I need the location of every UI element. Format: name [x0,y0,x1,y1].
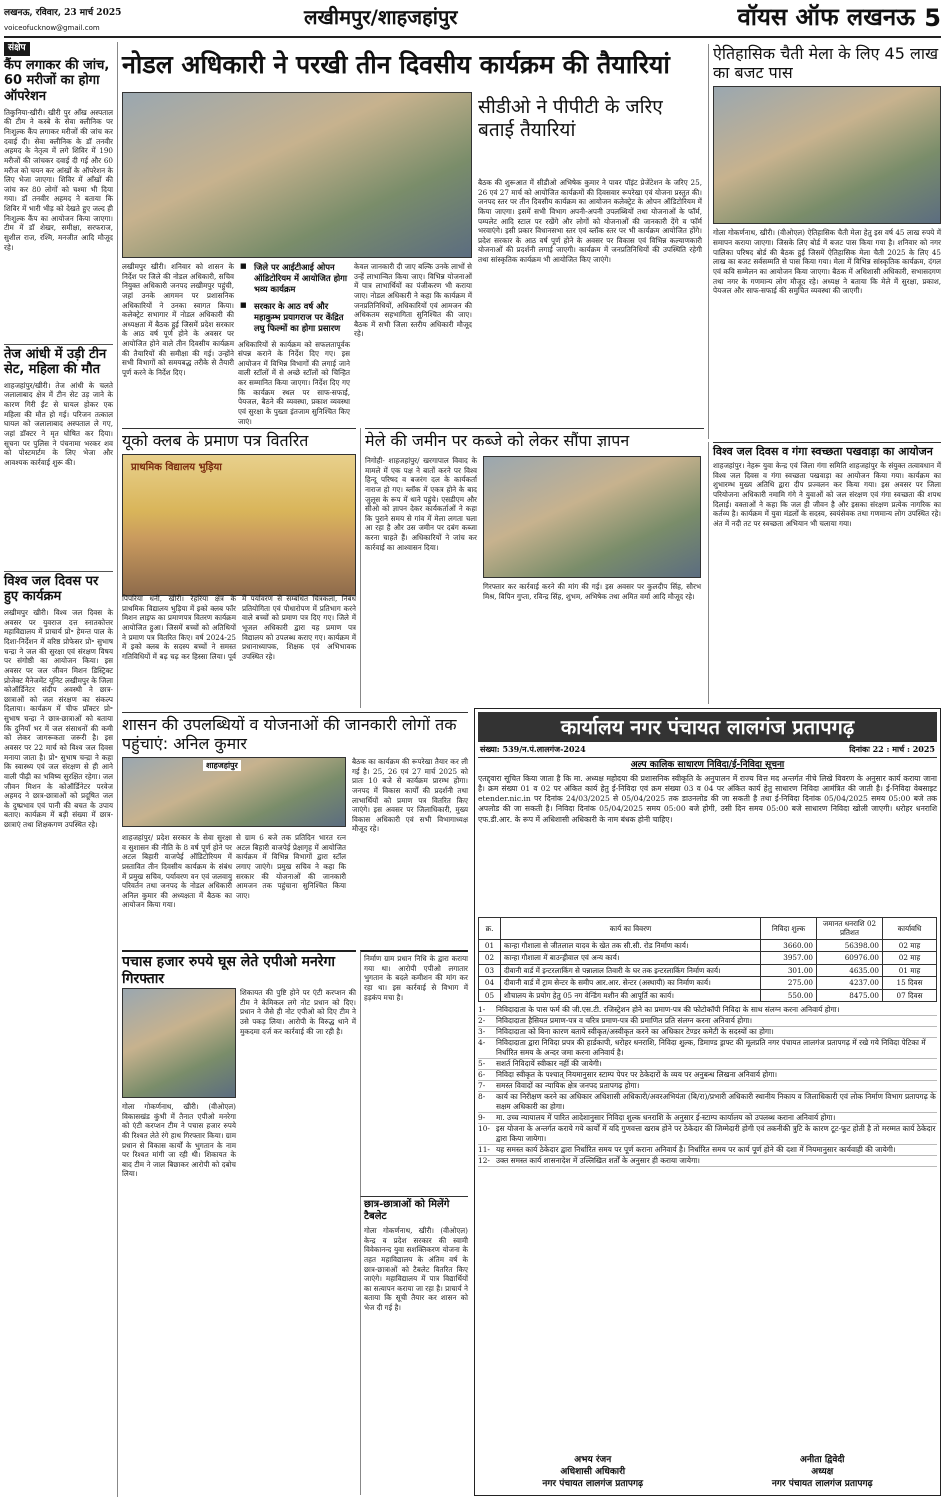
govt-schemes-body: से ग्राम 6 बजे तक प्रतिदिन भारत रत्न अटल बिहारी वाजपेई प्रेक्षागृह में आयोजित कार्यक्रम में विभिन्न विभागों द्वारा स्टॉल लगाए जाएंगे। प्रमुख सचिव ने कहा कि सरकार की योजनाओं की जानकारी आमजन तक पहुंचाना सुनिश्चित किया जाए। [236,833,346,900]
tender-office-title: कार्यालय नगर पंचायत लालगंज प्रतापगढ़ [478,712,937,742]
signatory-name: अनीता द्विवेदी [800,1455,845,1466]
tender-terms: 1- निविदादाता के पास फर्म की जी.एस.टी. रजिस्ट्रेशन होने का प्रमाण-पत्र की फोटोकॉपी निविदा के साथ संलग्न करना अनिवार्य होगा। 2- निविदादाता हैसियत प्रमाण-पत्र व चरित्र प्रमाण-पत्र की प्रमाणित प्रति संलग्न करना अनिवार्य होगा। 3- निविदादाता को बिना कारण बताये स्वीकृत/अस्वीकृत करने का अधिकार टेण्डर कमेटी के सदस्यों का होगा। 4- निविदादाता द्वारा निविदा प्रपत्र की हार्डकापी, धरोहर धनराशि, निविदा शुल्क, डिमाण्ड ड्राफ्ट की मूलप्रति नगर पंचायत लालगंज प्रतापगढ़ में रखे गये निविदा पेटिका में निर्धारित समय के अन्दर जमा करना अनिवार्य है। 5- सशर्त निविदायें स्वीकार नहीं की जायेगी। 6- निविदा स्वीकृत के पश्चात् नियमानुसार स्टाम्प पेपर पर ठेकेदारों के व्यय पर अनुबन्ध लिखना अनिवार्य होगा। 7- समस्त विवादों का न्यायिक क्षेत्र जनपद प्रतापगढ़ होगा। 8- कार्य का निरीक्षण करने का अधिकार अधिशासी अधिकारी/अवरअभियंता (बि/रा)/प्रभारी अधिकारी स्थानीय निकाय व जिलाधिकारी एवं लोक निर्माण विभाग प्रतापगढ़ के सक्षम अधिकारी का होगा। 9- मा. उच्च न्यायालय में पारित आदेशानुसार निविदा शुल्क धनराशि के अनुसार ई-स्टाम्प कार्यालय को उपलब्ध कराना अनिवार्य होगा। 10- इस योजना के अन्तर्गत कराये गये कार्यों में यदि गुणवत्ता खराब होने पर ठेकेदार की जिम्मेदारी होगी एवं तकनीकी त्रुटि के कारण टूट-फूट होती है तो मरम्मत कार्य ठेकेदार द्वारा किया जायेगा। 11- यह समस्त कार्य ठेकेदार द्वारा निर्धारित समय पर पूर्ण कराना अनिवार्य है। निर्धारित समय पर कार्य पूर्ण होने की दशा में नियमानुसार कार्यवाही की जायेगी। 12- उक्त समस्त कार्य शासनादेश में उल्लिखित शर्तों के अनुसार ही कराया जायेगा। [478,1005,936,1166]
term-item: निविदादाता के पास फर्म की जी.एस.टी. रजिस्ट्रेशन होने का प्रमाण-पत्र की फोटोकॉपी निविदा के साथ संलग्न करना अनिवार्य होगा। [496,1005,840,1015]
row-fee: 275.00 [761,977,817,990]
tender-date-label: दिनांकः [849,744,870,755]
row-fee: 3660.00 [761,939,817,952]
row-period: 15 दिवस [883,977,937,990]
row-fee: 550.00 [761,989,817,1002]
row-no: 04 [479,977,501,990]
row-no: 03 [479,964,501,977]
row-desc: दीवानी वार्ड में इन्टरलाकिंग से पन्नालाल तिवारी के घर तक इन्टरलाकिंग निर्माण कार्य। [501,964,761,977]
bullet-item: ■ जिले पर आईटीआई ओपन ऑडिटोरियम में आयोजित होगा भव्य कार्यक्रम [250,262,350,295]
meeting-photo [122,92,472,258]
bribe-headline: पचास हजार रुपये घूस लेते एपीओ मनरेगा गिरफ्तार [122,954,336,987]
table-row [479,939,937,952]
row-emd: 4237.00 [817,977,883,990]
lead-headline: नोडल अधिकारी ने परखी तीन दिवसीय कार्यक्रम की तैयारियां [122,50,670,79]
brief-headline: कैंप लगाकर की जांच, 60 मरीजों का होगा ऑपरेशन [4,57,110,105]
eco-club-body: पिपरिया धनी, खीरी। रेहरिया क्षेत्र के प्राथमिक विद्यालय भुड़िया में इको क्लब फॉर मिशन लाइफ का प्रमाणपत्र वितरण कार्यक्रम आयोजित हुआ। जिसमें बच्चों को अतिथियों ने प्रमाण पत्र वितरित किए। वर्ष 2024-25 में इको क्लब के सदस्य बच्चों ने समस्त गतिविधियों में बढ़ चढ़ कर हिस्सा लिया। पूर्व में पर्यावरण से सम्बंधित चित्रकला, निबंध प्रतियोगिता एवं पौधारोपण में प्रतिभाग करने वाले बच्चों को प्रमाण पत्र दिए गए। जिले में भूजल अधिकारी द्वारा यह प्रमाण पत्र विद्यालय को उपलब्ध कराए गए। कार्यक्रम में प्रधानाध्यापक, शिक्षक एवं अभिभावक उपस्थित रहे। [122,594,356,661]
school-sign: प्राथमिक विद्यालय भुड़िया [131,462,222,474]
eco-club-headline: यूको क्लब के प्रमाण पत्र वितरित [122,428,356,450]
row-fee: 3957.00 [761,952,817,965]
brief-headline: विश्व जल दिवस पर हुए कार्यक्रम [4,571,113,605]
tablet-headline: छात्र-छात्राओं को मिलेंगे टैबलेट [364,1199,450,1222]
brief-headline: तेज आंधी में उड़ी टीन सेट, महिला की मौत [4,344,113,378]
tender-notice [474,708,941,1496]
col-header: क्र. [479,917,501,939]
water-day-body: शाहजहांपुर। नेहरू युवा केन्द्र एवं जिला गंगा समिति शाहजहांपुर के संयुक्त तत्वावधान में विश्व जल दिवस व गंगा स्वच्छता पखवाड़ा का आयोजन किया गया। कार्यक्रम का शुभारम्भ मुख्य अतिथि द्वारा दीप प्रज्वलन कर किया गया। इस अवसर पर जिला परियोजना अधिकारी नमामि गंगे ने युवाओं को जल संरक्षण एवं गंगा स्वच्छता की शपथ दिलाई। वक्ताओं ने कहा कि जल ही जीवन है और इसका संरक्षण प्रत्येक नागरिक का कर्तव्य है। कार्यक्रम में युवा मंडलों के सदस्य, स्वयंसेवक तथा गणमान्य लोग उपस्थित रहे। अंत में नदी तट पर स्वच्छता अभियान भी चलाया गया। [713,461,941,529]
term-item: सशर्त निविदायें स्वीकार नहीं की जायेगी। [496,1059,602,1069]
tablet-body: गोला गोकर्णनाथ, खीरी। (वीओएल) केन्द्र व प्रदेश सरकार की स्वामी विवेकानन्द युवा सशक्तिकरण योजना के तहत महाविद्यालय के अंतिम वर्ष के छात्र-छात्राओं को टैबलेट वितरित किए जाएंगे। महाविद्यालय में पात्र विद्यार्थियों का सत्यापन कराया जा रहा है। प्राचार्य ने बताया कि सूची तैयार कर शासन को भेज दी गई है। [364,1226,468,1313]
term-item: मा. उच्च न्यायालय में पारित आदेशानुसार निविदा शुल्क धनराशि के अनुसार ई-स्टाम्प कार्यालय को उपलब्ध कराना अनिवार्य होगा। [496,1113,836,1123]
briefs-label: संक्षेप [4,42,30,56]
row-period: 07 दिवस [883,989,937,1002]
govt-schemes-body: बैठक का कार्यक्रम की रूपरेखा तैयार कर ली गई है। 25, 26 एवं 27 मार्च 2025 को प्रातः 10 बजे से कार्यक्रम प्रारम्भ होगा। जनपद में विकास कार्यों की प्रदर्शनी तथा लाभार्थियों को प्रमाण पत्र वितरित किए जाएंगे। इस अवसर पर जिलाधिकारी, मुख्य विकास अधिकारी एवं सभी विभागाध्यक्ष मौजूद रहे। [352,757,468,834]
row-no: 02 [479,952,501,965]
arrest-photo [122,988,236,1098]
tender-ref: संख्या: 539/न.पं.लालगंज-2024 [480,744,586,755]
signatory-name: अभय रंजन [574,1455,612,1466]
email: voiceofucknow@gmail.com [4,24,100,32]
table-row [479,964,937,977]
term-item: यह समस्त कार्य ठेकेदार द्वारा निर्धारित समय पर पूर्ण कराना अनिवार्य है। निर्धारित समय पर कार्य पूर्ण होने की दशा में नियमानुसार कार्यवाही की जायेगी। [496,1145,896,1155]
briefs-column [4,42,118,1497]
row-desc: शौचालय के प्रयोग हेतु 05 नग वेन्डिंग मशीन की आपूर्ति का कार्य। [501,989,761,1002]
brief-body: तिकुनिया-खीरी। खीरी पुर आँख अस्पताल की टीम ने कस्बे के सेवा क्लीनिक पर निःशुल्क कैंप लगाकर मरीजों की जांच कर दवाई दी। सेवा क्लीनिक के डॉ तनवीर अहमद के नेतृत्व में लगे शिविर में 190 मरीजों की जांचकर दवाई दी गई और 60 मरीज को चयन कर आंखों के ऑपरेशन के लिए भेजा जाएगा। शिविर में आँखों की जांच कर 80 लोगों को चश्मा भी दिया गया। डॉ तनवीर अहमद ने बताया कि शिविर में भारी भीड़ को देखते हुए जल्द ही निःशुल्क कैंप का आयोजन किया जाएगा। टीम में डॉ शेखर, समीक्षा, सरफराज, सुशील राज, रश्मि, मनजीत आदि मौजूद रहे। [4,107,113,252]
section-title: लखीमपुर/शाहजहांपुर [304,5,458,29]
tablet-story [360,1196,468,1494]
chaiti-mela-story [708,44,941,439]
bribe-body: शिकायत की पुष्टि होने पर एंटी करप्शन की टीम ने केमिकल लगे नोट प्रधान को दिए। प्रधान ने जैसे ही नोट एपीओ को दिए टीम ने उसे पकड़ लिया। आरोपी के विरुद्ध थाने में मुकदमा दर्ज कर कार्रवाई की जा रही है। [240,988,356,1036]
bribe-body: निर्माण ग्राम प्रधान निधि के द्वारा कराया गया था। आरोपी एपीओ लगातार भुगतान के बदले कमीशन की मांग कर रहा था। इस कार्रवाई से विभाग में हड़कंप मचा है। [360,950,468,1495]
table-row [479,989,937,1002]
school-photo [122,454,356,596]
tender-signatories [478,1455,937,1491]
mela-land-body: गिरफ्तार कर कार्रवाई करने की मांग की गई। इस अवसर पर कुलदीप सिंह, सौरभ मिश्र, विपिन गुप्ता, रविन्द्र सिंह, शुभम, अभिषेक तथा अमित वर्मा आदि मौजूद रहे। [483,582,701,601]
row-no: 01 [479,939,501,952]
term-item: इस योजना के अन्तर्गत कराये गये कार्यों में यदि गुणवत्ता खराब होने पर ठेकेदार की जिम्मेदारी होगी एवं तकनीकी त्रुटि के कारण टूट-फूट होती है तो मरम्मत कार्य ठेकेदार द्वारा किया जायेगा। [496,1124,936,1144]
lead-body: लखीमपुर खीरी। शनिवार को शासन के निर्देश पर जिले की नोडल अधिकारी, सचिव नियुक्त अधिकारी जनपद लखीमपुर पहुंची, जहां उनके आगमन पर प्रशासनिक अधिकारियों ने उनका स्वागत किया। कलेक्ट्रेट सभागार में नोडल अधिकारी की अध्यक्षता में बैठक हुई जिसमें प्रदेश सरकार के आठ वर्ष पूर्ण होने के अवसर पर आयोजित होने वाले तीन दिवसीय कार्यक्रम की तैयारियों की समीक्षा की गई। उन्होंने सभी विभागों को समयबद्ध तरीके से तैयारी पूर्ण करने के निर्देश दिए। [122,262,234,378]
table-row [479,952,937,965]
signatory-org: नगर पंचायत लालगंज प्रतापगढ़ [542,1479,644,1490]
mela-land-story [360,428,704,708]
board-meeting-photo [713,86,941,224]
col-header: कार्यावधि [883,917,937,939]
lead-body: केवल जानकारी दी जाए बल्कि उनके लाभों से उन्हें लाभान्वित किया जाए। विभिन्न योजनाओं में पात्र लाभार्थियों का पंजीकरण भी कराया जाए। नोडल अधिकारी ने कहा कि कार्यक्रम में जनप्रतिनिधियों, अधिकारियों एवं आमजन की अधिकतम सहभागिता सुनिश्चित की जाए। बैठक में सभी जिला स्तरीय अधिकारी मौजूद रहे। [354,262,472,339]
lead-bullets [238,262,350,426]
water-day-story [708,442,941,704]
water-day-headline: विश्व जल दिवस व गंगा स्वच्छता पखवाड़ा का आयोजन [713,442,941,458]
tender-date: 22 : मार्च : 2025 [872,744,935,755]
row-desc: दीवानी वार्ड में ट्राम सेन्टर के समीप आर.आर. सेन्टर (अस्थायी) का निर्माण कार्य। [501,977,761,990]
schemes-meeting-photo [122,757,346,827]
govt-schemes-headline: शासन की उपलब्धियों व योजनाओं की जानकारी लोगों तक पहुंचाएं: अनिल कुमार [122,715,457,754]
mela-land-body: निगोही- शाहजहांपुर/ खरगापाल विवाद के मामले में एक पक्ष ने बातों करने पर विश्व हिन्दू परिषद व बजरंग दल के कार्यकर्ता नाराज हो गए। ब्लॉक में एकत्र होने के बाद जुलूस के रूप में थाने पहुंचे। एसडीएम और सीओ को ज्ञापन देकर कार्यकर्ताओं ने कहा कि पुराने समय से गांव में मेला लगता चला आ रहा है और उस जमीन पर दबंग कब्जा करना चाहते हैं। अधिकारियों ने जांच कर कार्रवाई का आश्वासन दिया। [365,456,477,552]
row-emd: 8475.00 [817,989,883,1002]
term-item: समस्त विवादों का न्यायिक क्षेत्र जनपद प्रतापगढ़ होगा। [496,1081,640,1091]
row-fee: 301.00 [761,964,817,977]
row-period: 01 माह [883,964,937,977]
chaiti-body: गोला गोकर्णनाथ, खीरी। (वीओएल) ऐतिहासिक चैती मेला हेतु इस वर्ष 45 लाख रुपये में समापन कराया जाएगा। जिसके लिए बोर्ड में बजट पास किया गया है। शनिवार को नगर पालिका परिषद बोर्ड की बैठक हुई जिसमें ऐतिहासिक मेला चैती 2025 के लिए 45 लाख का बजट सर्वसम्मति से पास किया गया। मेला में विभिन्न सांस्कृतिक कार्यक्रम, दंगल एवं कवि सम्मेलन का आयोजन किया जाएगा। बैठक में अधिशासी अधिकारी, सभासदगण तथा नगर के गणमान्य लोग मौजूद रहे। अध्यक्ष ने बताया कि मेले में सुरक्षा, प्रकाश, पेयजल और साफ-सफाई की समुचित व्यवस्था की जाएगी। [713,228,941,296]
tender-paragraph: एतद्द्वारा सूचित किया जाता है कि मा. अध्यक्ष महोदया की प्रशासनिक स्वीकृति के अनुपालन में राज्य वित्त मद अन्तर्गत नीचे लिखे विवरण के अनुसार कार्य कराया जाना है। क्रम संख्या 01 व 02 पर अंकित कार्य हेतु ई-निविदा एवं क्रम संख्या 03 व 04 पर अंकित कार्य हेतु साधारण निविदा आमंत्रित की जाती है। ई-निविदा वेबसाइट etender.nic.in पर दिनांक 24/03/2025 से 05/04/2025 तक डाउनलोड की जा सकती है तथा ई-निविदा दिनांक 05/04/2025 समय 05:00 बजे तक अपलोड की जा सकती है। निविदा दिनांक 05/04/2025 समय 05:00 बजे होगी, उसी दिन समय 05:00 बजे साधारण निविदा खोली जाएगी। धरोहर धनराशि एफ.डी.आर. के रूप में अधिशासी अधिकारी के नाम बंधक होनी चाहिए। [478,773,937,824]
row-no: 05 [479,989,501,1002]
newspaper-name: वॉयस ऑफ लखनऊ [737,3,915,31]
tender-table [478,917,937,1003]
table-row [479,977,937,990]
signatory-title: अधिशासी अधिकारी [560,1467,626,1478]
lead-body: बैठक की शुरूआत में सीडीओ अभिषेक कुमार ने पावर पॉइंट प्रेजेंटेशन के जरिए 25, 26 एवं 27 मार्च को आयोजित कार्यक्रमों की दिवसवार रूपरेखा एवं योजना प्रस्तुत की। जनपद स्तर पर तीन दिवसीय कार्यक्रम का आयोजन कलेक्ट्रेट के ओपन ऑडिटोरियम में किया जाएगा। इसमें सभी विभाग अपनी-अपनी उपलब्धियों तथा योजनाओं के फॉर्म, पम्पलेट आदि स्टाल पर रखेंगे और लोगों को योजनाओं की जानकारी देंगे व फॉर्म भरवाएंगे। इसी प्रकार विधानसभा स्तर एवं ब्लॉक स्तर पर भी कार्यक्रम आयोजित होंगे। प्रदेश सरकार के आठ वर्ष पूर्ण होने के अवसर पर विकास एवं विभिन्न कल्याणकारी योजनाओं की प्रदर्शनी लगाई जाएगी। कार्यक्रम में जनप्रतिनिधियों की उपस्थिति रहेगी तथा सांस्कृतिक कार्यक्रम भी आयोजित किए जाएंगे। [478,178,702,265]
row-emd: 4635.00 [817,964,883,977]
lead-subhead: सीडीओ ने पीपीटी के जरिए बताई तैयारियां [478,96,663,141]
row-desc: कान्हा गौशाला में बाउन्ड्रीवाल एवं अन्य कार्य। [501,952,761,965]
govt-schemes-story [122,712,468,946]
row-period: 02 माह [883,939,937,952]
page-number: 5 [924,4,941,32]
term-item: निविदादाता को बिना कारण बताये स्वीकृत/अस्वीकृत करने का अधिकार टेण्डर कमेटी के सदस्यों का होगा। [496,1027,774,1037]
row-desc: कान्हा गौशाला से जीतलाल यादव के खेत तक सी.सी. रोड निर्माण कार्य। [501,939,761,952]
bullet-item: ■ सरकार के आठ वर्ष और महाकुम्भ प्रयागराज पर केंद्रित लघु फिल्मों का होगा प्रसारण [250,301,350,334]
brief-body: शाहजहांपुर/खीरी। तेज आंधी के चलते जलालाबाद क्षेत्र में टीन सेट उड़ जाने के कारण गिरी ईंट से घायल होकर एक महिला की मौत हो गई। परिजन तत्काल घायल को जलालाबाद अस्पताल ले गए, जहां डॉक्टर ने मृत घोषित कर दिया। सूचना पर पुलिस ने पंचनामा भरकर शव को पोस्टमार्टम के लिए भेजा और आवश्यक कार्रवाई शुरू की। [4,380,113,467]
col-header: जमानत धनराशि 02 प्रतिशत [817,917,883,939]
memorandum-photo [483,456,701,578]
dateline: लखनऊ, रविवार, 23 मार्च 2025 [4,8,122,18]
col-header: निविदा शुल्क [761,917,817,939]
row-emd: 60976.00 [817,952,883,965]
term-item: उक्त समस्त कार्य शासनादेश में उल्लिखित शर्तों के अनुसार ही कराया जायेगा। [496,1156,700,1166]
photo-place: शाहजहांपुर [203,760,241,771]
col-header: कार्य का विवरण [501,917,761,939]
lead-body: अधिकारियों से कार्यक्रम को सफलतापूर्वक संपन्न कराने के निर्देश दिए गए। इस आयोजन में विभिन्न विभागों की लगाई जाने वाली स्टॉलों में से अच्छे स्टॉलों को चिन्हित कर सम्मानित किया जाएगा। निर्देश दिए गए कि कार्यक्रम स्थल पर साफ-सफाई, पेयजल, बैठने की व्यवस्था, प्रकाश व्यवस्था एवं सुरक्षा के पुख्ता इंतजाम सुनिश्चित किए जाएं। [238,339,350,426]
row-emd: 56398.00 [817,939,883,952]
row-period: 02 माह [883,952,937,965]
term-item: कार्य का निरीक्षण करने का अधिकार अधिशासी अधिकारी/अवरअभियंता (बि/रा)/प्रभारी अधिकारी स्थानीय निकाय व जिलाधिकारी एवं लोक निर्माण विभाग प्रतापगढ़ के सक्षम अधिकारी का होगा। [496,1092,936,1112]
signatory-org: नगर पंचायत लालगंज प्रतापगढ़ [771,1479,873,1490]
mela-land-headline: मेले की जमीन पर कब्जे को लेकर सौंपा ज्ञापन [365,428,704,450]
term-item: निविदादाता हैसियत प्रमाण-पत्र व चरित्र प्रमाण-पत्र की प्रमाणित प्रति संलग्न करना अनिवार्य होगा। [496,1016,753,1026]
term-item: निविदादाता द्वारा निविदा प्रपत्र की हार्डकापी, धरोहर धनराशि, निविदा शुल्क, डिमाण्ड ड्राफ्ट की मूलप्रति नगर पंचायत लालगंज प्रतापगढ़ में रखे गये निविदा पेटिका में निर्धारित समय के अन्दर जमा करना अनिवार्य है। [496,1038,926,1058]
masthead [4,2,941,38]
tender-subtitle: अल्प कालिक साधारण निविदा/ई-निविदा सूचना [630,759,785,770]
govt-schemes-body: शाहजहांपुर/ प्रदेश सरकार के सेवा सुरक्षा व सुशासन की नीति के 8 वर्ष पूर्ण होने पर अटल बिहारी वाजपेई ऑडिटोरियम में प्रस्तावित तीन दिवसीय कार्यक्रम के संबंध में प्रमुख सचिव, पर्यावरण वन एवं जलवायु परिवर्तन तथा जनपद के नोडल अधिकारी अनिल कुमार की अध्यक्षता में बैठक का आयोजन किया गया। [122,833,232,910]
signatory-title: अध्यक्ष [811,1467,834,1478]
brief-body: लखीमपुर खीरी। विश्व जल दिवस के अवसर पर युवराज दत्त स्नातकोत्तर महाविद्यालय में प्राचार्य प्रो॰ हेमन्त पाल के दिशा-निर्देशन में वरिष्ठ प्रोफेसर प्रो॰ सुभाष चन्द्रा ने जल की सुरक्षा एवं संरक्षण विषय पर संगोष्ठी का आयोजन किया। इस अवसर पर जल जीवन मिशन डिस्ट्रिक्ट प्रोजेक्ट मैनेजमेंट यूनिट लखीमपुर के जिला कोऑर्डिनेटर संदीप अवस्थी ने छात्र-छात्राओं को जल संरक्षण का संकल्प दिलाया। कार्यक्रम में चीफ प्रॉक्टर प्रो॰ सुभाष चन्द्रा ने छात्र-छात्राओं को बताया कि दुनियाँ भर में जल संसाधनों की कमी को लेकर जागरूकता जरूरी है। इस अवसर पर 22 मार्च को विश्व जल दिवस मनाया जाता है। प्रो॰ सुभाष चन्द्रा ने कहा कि स्वास्थ्य एवं जल संरक्षण से ही आने वाली पीढ़ी का भविष्य सुरक्षित रहेगा। जल जीवन मिशन के कोऑर्डिनेटर परवेज अहमद ने छात्र-छात्राओं को प्रदूषित जल के दुष्प्रभाव एवं पानी की बचत के उपाय बताए। कार्यक्रम में बड़ी संख्या में छात्र-छात्राएं तथा शिक्षकगण उपस्थित रहे। [4,608,113,830]
bribe-body: गोला गोकर्णनाथ, खीरी। (वीओएल) विकासखंड कुंभी में तैनात एपीओ मनरेगा को एंटी करप्शन टीम ने पचास हजार रुपये की रिश्वत लेते रंगे हाथ गिरफ्तार किया। ग्राम प्रधान से विकास कार्यों के भुगतान के नाम पर रिश्वत मांगी जा रही थी। शिकायत के बाद टीम ने जाल बिछाकर आरोपी को दबोच लिया। [122,1102,236,1179]
chaiti-headline: ऐतिहासिक चैती मेला के लिए 45 लाख का बजट पास [713,44,939,83]
term-item: निविदा स्वीकृत के पश्चात् नियमानुसार स्टाम्प पेपर पर ठेकेदारों के व्यय पर अनुबन्ध लिखना अनिवार्य होगा। [496,1070,778,1080]
